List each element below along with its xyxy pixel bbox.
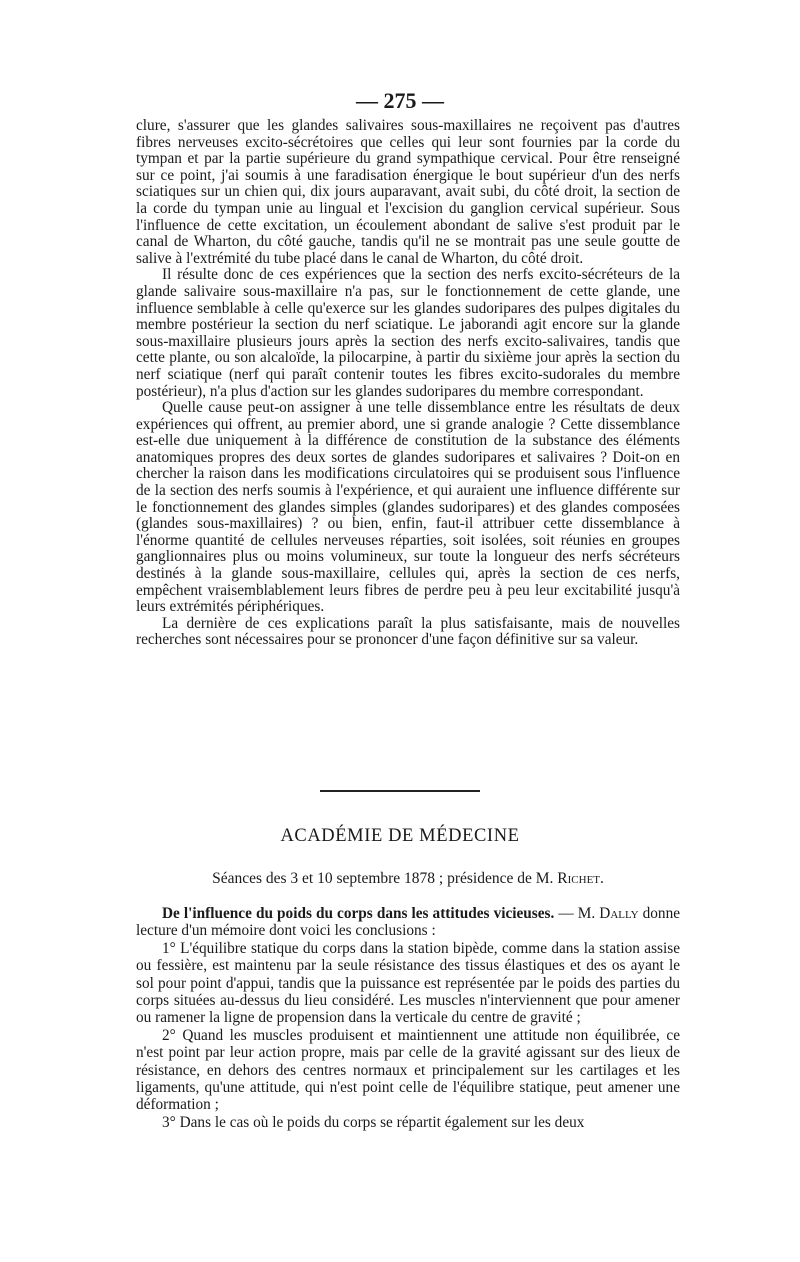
article-title: De l'influence du poids du corps dans les attitudes vicieuses. — [162, 905, 555, 922]
article-author: Dally — [599, 905, 639, 922]
conclusion-2: 2° Quand les muscles produisent et maintiennent une attitude non équilibrée, ce n'est point par leur action propre, mais par celle de la gravité agissant sur des lieux de résistance, en dehors des centres normaux et principalement sur les cartilages et les ligaments, qu'une attitude, qui n'est point celle de l'équilibre statique, peut amener une déformation ; — [136, 1026, 680, 1114]
paragraph-1: clure, s'assurer que les glandes salivaires sous-maxillaires ne reçoivent pas d'autres fibres nerveuses excito-sécrétoires que celles qui leur sont fournies par la corde du tympan et par la partie supérieure du grand sympathique cervical. Pour être renseigné sur ce point, j'ai soumis à une faradisation énergique le bout supérieur d'un des nerfs sciatiques sur un chien qui, dix jours auparavant, avait subi, du côté droit, la section de la corde du tympan unie au lingual et l'excision du ganglion cervical supérieur. Sous l'influence de cette excitation, un écoulement abondant de salive s'est produit par le canal de Wharton, du côté gauche, tandis qu'il ne se montrait pas une seule goutte de salive à l'extrémité du tube placé dans le canal de Wharton, du côté droit. — [136, 117, 680, 267]
section-divider — [320, 790, 480, 792]
section-title: ACADÉMIE DE MÉDECINE — [280, 826, 520, 846]
session-prefix: Séances des 3 et 10 septembre 1878 ; présidence de M. — [212, 870, 554, 887]
session-line — [136, 870, 680, 888]
conclusion-1: 1° L'équilibre statique du corps dans la station bipède, comme dans la station assise ou fessière, est maintenu par la seule résistance des tissus élastiques et des os ayant le sol pour point d'appui, tandis que la puissance est représentée par le poids des parties du corps situées au-dessus du lieu considéré. Les muscles n'interviennent que pour amener ou ramener la ligne de propension dans la verticale du centre de gravité ; — [136, 939, 680, 1027]
page-number: — 275 — — [356, 88, 444, 113]
session-suffix: . — [600, 870, 604, 887]
article-heading — [136, 905, 680, 940]
article-intro: donne lecture d'un mémoire dont voici les conclusions : — [136, 905, 681, 940]
text-block-physiology — [136, 118, 680, 649]
conclusion-3: 3° Dans le cas où le poids du corps se répartit également sur les deux — [162, 1113, 585, 1131]
paragraph-3: Quelle cause peut-on assigner à une telle dissemblance entre les résultats de deux expériences qui offrent, au premier abord, une si grande analogie ? Cette dissemblance est-elle due uniquement à la différence de constitution de la substance des éléments anatomiques propres des deux sortes de glandes sudoripares et salivaires ? Doit-on en chercher la raison dans les modifications circulatoires qui se produisent sous l'influence de la section des nerfs soumis à l'expérience, et qui auraient une influence différente sur le fonctionnement des glandes simples (glandes sudoripares) et des glandes composées (glandes sous-maxillaires) ? ou bien, enfin, faut-il attribuer cette dissemblance à l'énorme quantité de cellules nerveuses réparties, soit isolées, soit réunies en groupes ganglionnaires plus ou moins volumineux, sur toute la longueur des nerfs sécréteurs destinés à la glande sous-maxillaire, cellules qui, après la section de ces nerfs, empêchent vraisemblablement leurs fibres de perdre peu à peu leur excitabilité jusqu'à leurs extrémités périphériques. — [136, 399, 680, 616]
paragraph-2: Il résulte donc de ces expériences que la section des nerfs excito-sécréteurs de la glande salivaire sous-maxillaire n'a pas, sur le fonctionnement de cette glande, une influence semblable à celle qu'exerce sur les glandes sudoripares des pulpes digitales du membre postérieur la section du nerf sciatique. Le jaborandi agit encore sur la glande sous-maxillaire plusieurs jours après la section des nerfs excito-salivaires, tandis que cette plante, ou son alcaloïde, la pilocarpine, à partir du sixième jour après la section du nerf sciatique (nerf qui paraît contenir toutes les fibres excito-sudorales du membre postérieur), n'a plus d'action sur les glandes sudoripares du membre correspondant. — [136, 266, 680, 400]
paragraph-4: La dernière de ces explications paraît la plus satisfaisante, mais de nouvelles recherches sont nécessaires pour se prononcer d'une façon définitive sur sa valeur. — [136, 614, 680, 649]
article-dash: — M. — [554, 905, 596, 922]
text-block-academie — [136, 905, 680, 1131]
session-president: Richet — [557, 870, 601, 887]
